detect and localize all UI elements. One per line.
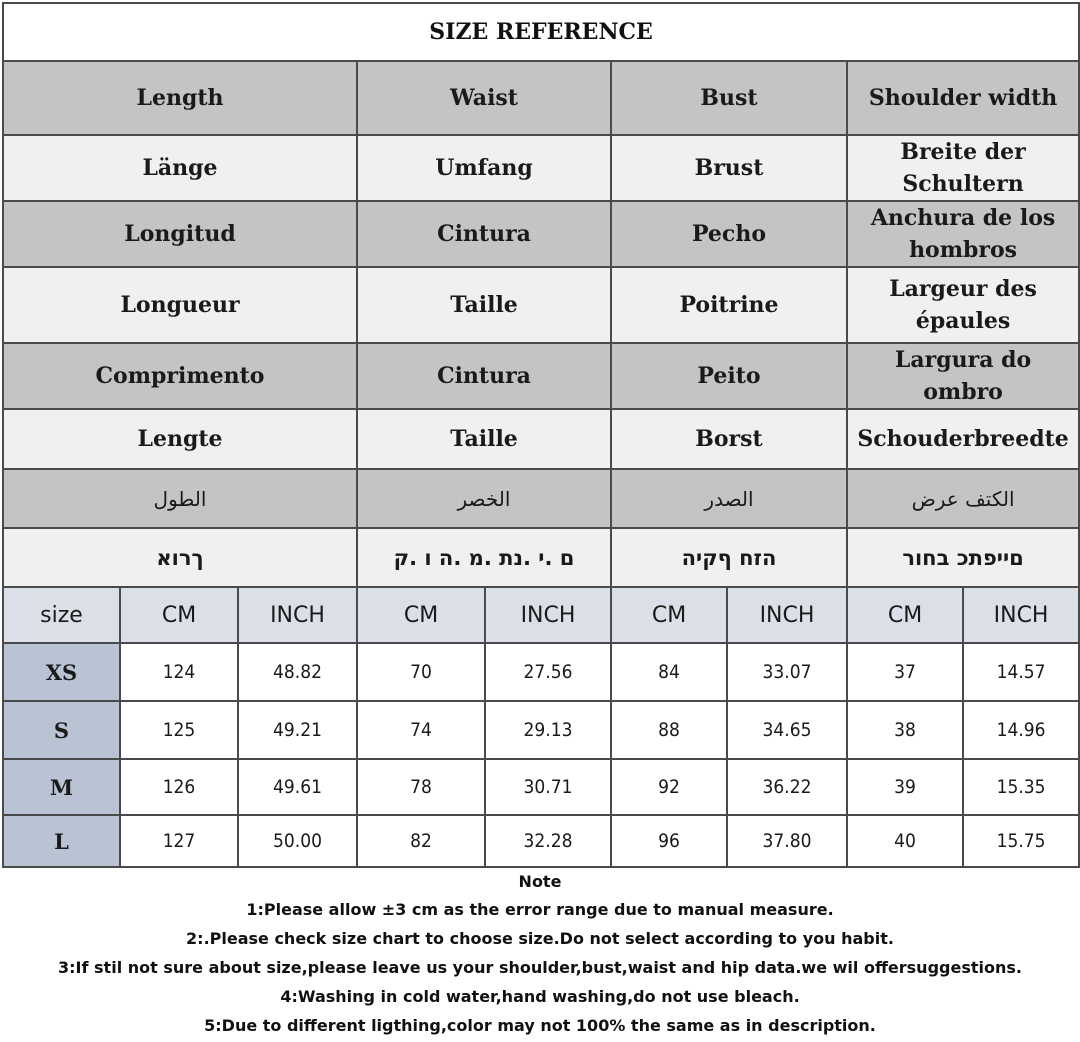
value-cell: 48.82 xyxy=(238,643,357,701)
waist-label: Umfang xyxy=(357,135,611,201)
lang-row-dutch xyxy=(3,409,1079,469)
value-cell: 70 xyxy=(357,643,485,701)
unit-header: INCH xyxy=(727,587,847,643)
length-label: Lengte xyxy=(3,409,357,469)
value-cell: 40 xyxy=(847,815,963,867)
value-cell: 82 xyxy=(357,815,485,867)
bust-label: Bust xyxy=(611,61,847,135)
value-cell: 84 xyxy=(611,643,727,701)
value-cell: 14.57 xyxy=(963,643,1079,701)
length-label: ךרוא xyxy=(3,528,357,587)
size-cell: XS xyxy=(3,643,120,701)
waist-label: الخصر xyxy=(357,469,611,528)
waist-label: ם .י .נת .מ .ה ו .ק xyxy=(357,528,611,587)
length-label: Comprimento xyxy=(3,343,357,409)
lang-row-german xyxy=(3,135,1079,201)
value-cell: 92 xyxy=(611,759,727,815)
table-row xyxy=(3,815,1079,867)
value-cell: 14.96 xyxy=(963,701,1079,759)
value-cell: 49.61 xyxy=(238,759,357,815)
waist-label: Taille xyxy=(357,267,611,343)
value-cell: 78 xyxy=(357,759,485,815)
bust-label: Pecho xyxy=(611,201,847,267)
shoulder-label: Largeur des épaules xyxy=(847,267,1079,343)
length-label: Length xyxy=(3,61,357,135)
title-row xyxy=(3,3,1079,61)
shoulder-label: Schouderbreedte xyxy=(847,409,1079,469)
value-cell: 29.13 xyxy=(485,701,611,759)
table-row xyxy=(3,759,1079,815)
bust-label: Poitrine xyxy=(611,267,847,343)
unit-header: CM xyxy=(120,587,238,643)
lang-row-english xyxy=(3,61,1079,135)
value-cell: 126 xyxy=(120,759,238,815)
length-label: Longitud xyxy=(3,201,357,267)
bust-label: Brust xyxy=(611,135,847,201)
shoulder-label: الكتف عرض xyxy=(847,469,1079,528)
value-cell: 88 xyxy=(611,701,727,759)
length-label: الطول xyxy=(3,469,357,528)
note-line: 1:Please allow ±3 cm as the error range due to manual measure. xyxy=(246,900,834,919)
waist-label: Waist xyxy=(357,61,611,135)
note-line: 4:Washing in cold water,hand washing,do not use bleach. xyxy=(280,987,800,1006)
shoulder-label: Shoulder width xyxy=(847,61,1079,135)
lang-row-spanish xyxy=(3,201,1079,267)
value-cell: 27.56 xyxy=(485,643,611,701)
bust-label: Borst xyxy=(611,409,847,469)
value-cell: 49.21 xyxy=(238,701,357,759)
shoulder-label: Anchura de los hombros xyxy=(847,201,1079,267)
value-cell: 127 xyxy=(120,815,238,867)
value-cell: 74 xyxy=(357,701,485,759)
value-cell: 38 xyxy=(847,701,963,759)
waist-label: Cintura xyxy=(357,201,611,267)
size-cell: S xyxy=(3,701,120,759)
waist-label: Taille xyxy=(357,409,611,469)
shoulder-label: Largura do ombro xyxy=(847,343,1079,409)
value-cell: 96 xyxy=(611,815,727,867)
value-cell: 15.75 xyxy=(963,815,1079,867)
lang-row-arabic xyxy=(3,469,1079,528)
unit-header: INCH xyxy=(485,587,611,643)
value-cell: 37.80 xyxy=(727,815,847,867)
lang-row-french xyxy=(3,267,1079,343)
notes-title: Note xyxy=(518,872,562,891)
value-cell: 37 xyxy=(847,643,963,701)
size-cell: L xyxy=(3,815,120,867)
unit-header: INCH xyxy=(963,587,1079,643)
value-cell: 36.22 xyxy=(727,759,847,815)
note-line: 3:If stil not sure about size,please leave us your shoulder,bust,waist and hip data.we wil offersuggestions. xyxy=(58,958,1022,977)
value-cell: 30.71 xyxy=(485,759,611,815)
value-cell: 15.35 xyxy=(963,759,1079,815)
size-reference-table xyxy=(2,2,1080,868)
unit-header-row xyxy=(3,587,1079,643)
shoulder-label: Breite der Schultern xyxy=(847,135,1079,201)
length-label: Longueur xyxy=(3,267,357,343)
shoulder-label: םייפתכ בחור xyxy=(847,528,1079,587)
value-cell: 33.07 xyxy=(727,643,847,701)
size-header: size xyxy=(3,587,120,643)
bust-label: الصدر xyxy=(611,469,847,528)
value-cell: 34.65 xyxy=(727,701,847,759)
value-cell: 125 xyxy=(120,701,238,759)
unit-header: CM xyxy=(847,587,963,643)
bust-label: הזח ףקיה xyxy=(611,528,847,587)
size-cell: M xyxy=(3,759,120,815)
chart-title: SIZE REFERENCE xyxy=(3,3,1079,61)
unit-header: CM xyxy=(357,587,485,643)
bust-label: Peito xyxy=(611,343,847,409)
length-label: Länge xyxy=(3,135,357,201)
table-row xyxy=(3,701,1079,759)
value-cell: 50.00 xyxy=(238,815,357,867)
note-line: 2:.Please check size chart to choose size.Do not select according to you habit. xyxy=(186,929,894,948)
value-cell: 124 xyxy=(120,643,238,701)
unit-header: CM xyxy=(611,587,727,643)
value-cell: 39 xyxy=(847,759,963,815)
waist-label: Cintura xyxy=(357,343,611,409)
value-cell: 32.28 xyxy=(485,815,611,867)
table-row xyxy=(3,643,1079,701)
lang-row-portuguese xyxy=(3,343,1079,409)
lang-row-hebrew xyxy=(3,528,1079,587)
notes-section xyxy=(0,868,1080,1040)
note-line: 5:Due to different ligthing,color may not 100% the same as in description. xyxy=(204,1016,876,1035)
unit-header: INCH xyxy=(238,587,357,643)
